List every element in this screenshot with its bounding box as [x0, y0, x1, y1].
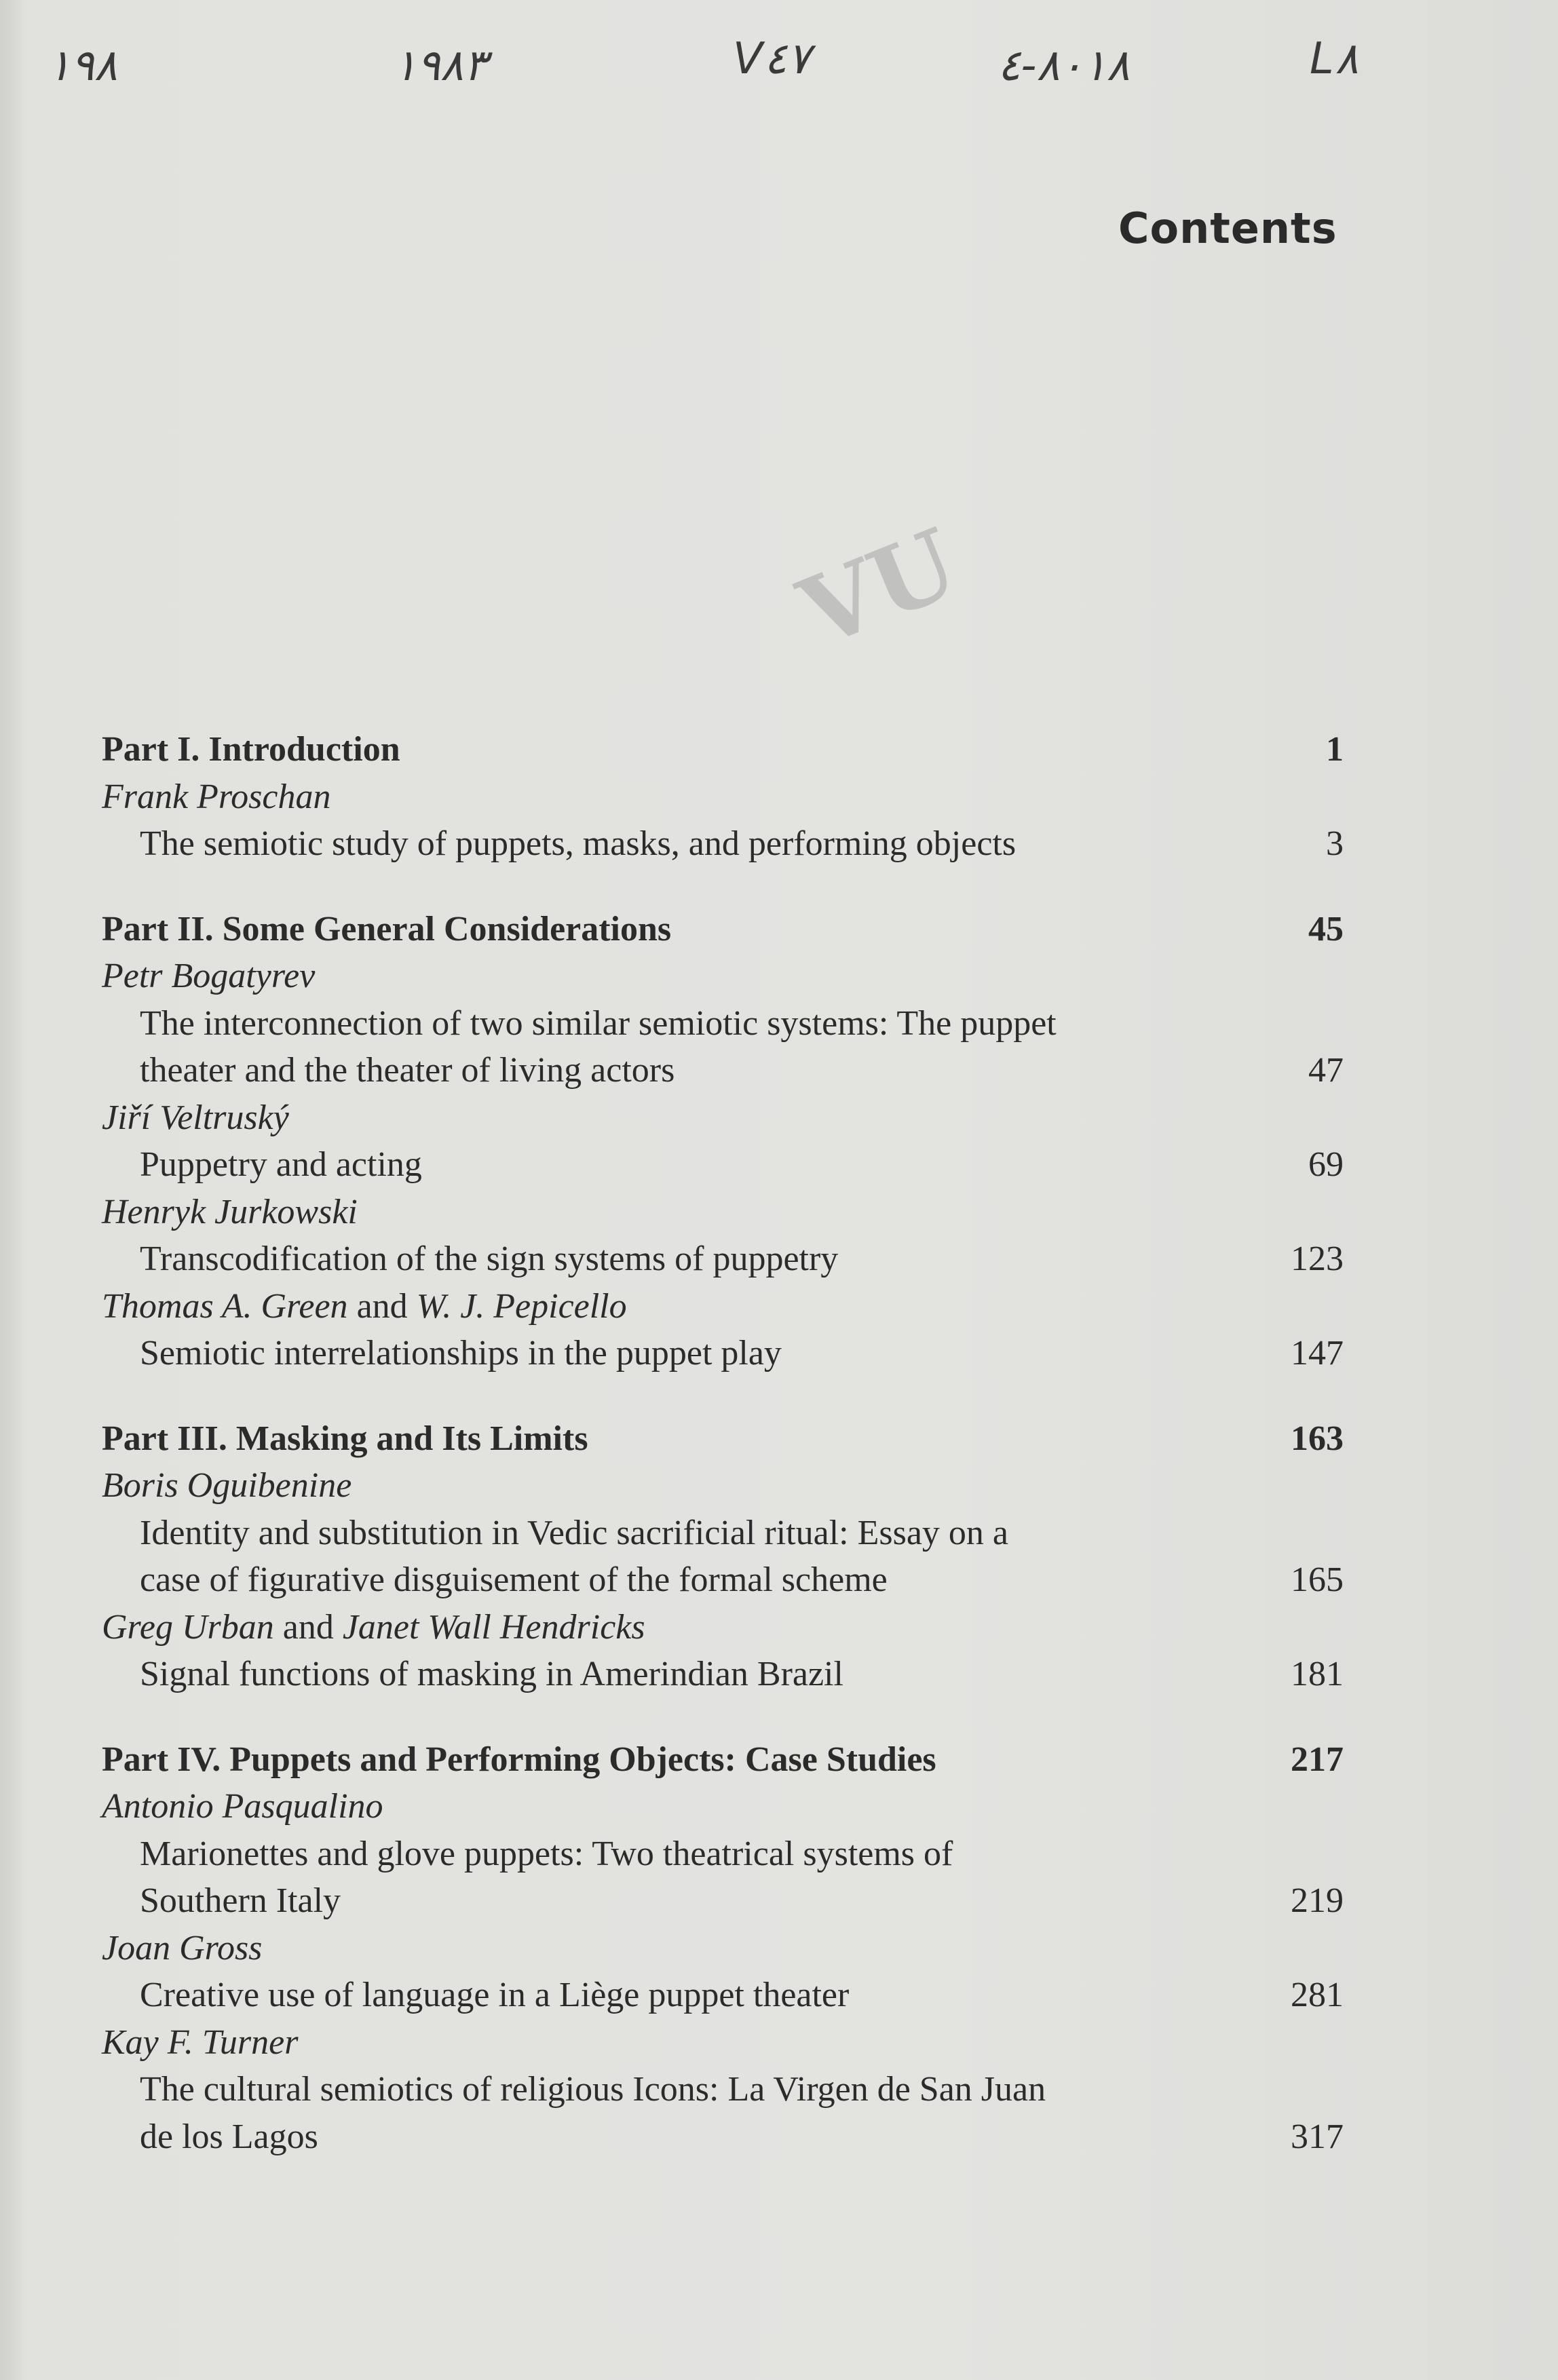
author-joiner: and — [347, 1286, 417, 1326]
toc-part — [102, 1736, 1344, 2161]
handwritten-note: ٨٠١٨-٤ — [998, 41, 1130, 91]
page-number: 45 — [1308, 909, 1344, 948]
author-line — [102, 1604, 1344, 1651]
page-number: 147 — [1291, 1334, 1344, 1373]
table-of-contents — [102, 726, 1344, 2198]
page-number: 47 — [1308, 1051, 1344, 1090]
author-joiner: and — [273, 1607, 343, 1647]
chapter-title: case of figurative disguisement of the formal scheme — [140, 1560, 888, 1599]
author-line — [102, 773, 1344, 821]
author-name: Jiří Veltruský — [102, 1098, 289, 1137]
chapter-title: Semiotic interrelationships in the puppet play — [140, 1334, 782, 1373]
chapter-title-line — [102, 820, 1344, 868]
library-stamp: VU — [785, 507, 972, 670]
chapter-title-line — [102, 1972, 1344, 2019]
chapter-title: The cultural semiotics of religious Icons: La Virgen de San Juan — [140, 2070, 1046, 2109]
chapter-title: theater and the theater of living actors — [140, 1051, 675, 1090]
page-number: 3 — [1326, 824, 1344, 863]
author-line — [102, 1189, 1344, 1236]
chapter-title-line — [102, 2066, 1344, 2113]
author-line — [102, 1783, 1344, 1830]
page-number: 165 — [1291, 1560, 1344, 1599]
author-name: Greg Urban — [102, 1607, 274, 1647]
chapter-title: Signal functions of masking in Amerindian Brazil — [140, 1655, 843, 1693]
chapter-title: Identity and substitution in Vedic sacrificial ritual: Essay on a — [140, 1513, 1008, 1552]
toc-part — [102, 726, 1344, 868]
chapter-title: Transcodification of the sign systems of puppetry — [140, 1240, 839, 1278]
chapter-title-line — [102, 2113, 1344, 2161]
handwritten-note: ١٩٨ — [48, 41, 118, 91]
chapter-title: Creative use of language in a Liège puppet theater — [140, 1976, 850, 2014]
page-number: 69 — [1308, 1145, 1344, 1184]
chapter-title: Puppetry and acting — [140, 1145, 422, 1184]
page-number: 1 — [1326, 730, 1344, 769]
part-title: Part II. Some General Considerations — [102, 909, 672, 948]
handwritten-note: L٨ — [1310, 34, 1359, 84]
toc-part — [102, 1415, 1344, 1698]
chapter-title-line — [102, 1235, 1344, 1283]
chapter-title: The interconnection of two similar semiotic systems: The puppet — [140, 1003, 1057, 1043]
page-number: 163 — [1291, 1419, 1344, 1458]
author-line — [102, 953, 1344, 1000]
author-name: Boris Oguibenine — [102, 1466, 352, 1505]
part-heading — [102, 1415, 1344, 1463]
author-name: Antonio Pasqualino — [102, 1787, 383, 1826]
chapter-title: The semiotic study of puppets, masks, and performing objects — [140, 824, 1016, 863]
author-name: Petr Bogatyrev — [102, 957, 316, 995]
part-heading — [102, 726, 1344, 773]
chapter-title: Southern Italy — [140, 1881, 341, 1920]
chapter-title-line — [102, 1651, 1344, 1698]
handwritten-notes — [0, 27, 1558, 122]
page-title: Contents — [1118, 204, 1337, 253]
page-number: 317 — [1291, 2117, 1344, 2156]
part-title: Part III. Masking and Its Limits — [102, 1419, 588, 1458]
author-line — [102, 2019, 1344, 2067]
handwritten-note: V٤٧ — [733, 34, 811, 84]
author-line — [102, 1925, 1344, 1972]
chapter-title: Marionettes and glove puppets: Two theatrical systems of — [140, 1834, 953, 1873]
page-number: 123 — [1291, 1240, 1344, 1278]
author-name: Frank Proschan — [102, 777, 331, 816]
chapter-title-line — [102, 1877, 1344, 1925]
handwritten-note: ١٩٨٣ — [394, 41, 487, 91]
author-name: Joan Gross — [102, 1928, 263, 1968]
chapter-title: de los Lagos — [140, 2117, 318, 2156]
page-number: 181 — [1291, 1655, 1344, 1693]
chapter-title-line — [102, 1830, 1344, 1878]
author-name: Henryk Jurkowski — [102, 1192, 358, 1231]
author-line — [102, 1462, 1344, 1510]
chapter-title-line — [102, 1510, 1344, 1557]
chapter-title-line — [102, 1047, 1344, 1094]
page-number: 219 — [1291, 1881, 1344, 1920]
author-line — [102, 1094, 1344, 1142]
author-name: Janet Wall Hendricks — [342, 1607, 645, 1647]
chapter-title-line — [102, 1141, 1344, 1189]
author-name: W. J. Pepicello — [416, 1286, 627, 1326]
part-heading — [102, 906, 1344, 953]
author-line — [102, 1283, 1344, 1330]
chapter-title-line — [102, 1000, 1344, 1048]
page-number: 217 — [1291, 1740, 1344, 1779]
author-name: Thomas A. Green — [102, 1286, 348, 1326]
page-number: 281 — [1291, 1976, 1344, 2014]
part-heading — [102, 1736, 1344, 1784]
toc-part — [102, 906, 1344, 1377]
part-title: Part IV. Puppets and Performing Objects: Case Studies — [102, 1740, 936, 1779]
author-name: Kay F. Turner — [102, 2022, 299, 2062]
part-title: Part I. Introduction — [102, 730, 400, 769]
chapter-title-line — [102, 1556, 1344, 1604]
chapter-title-line — [102, 1330, 1344, 1377]
